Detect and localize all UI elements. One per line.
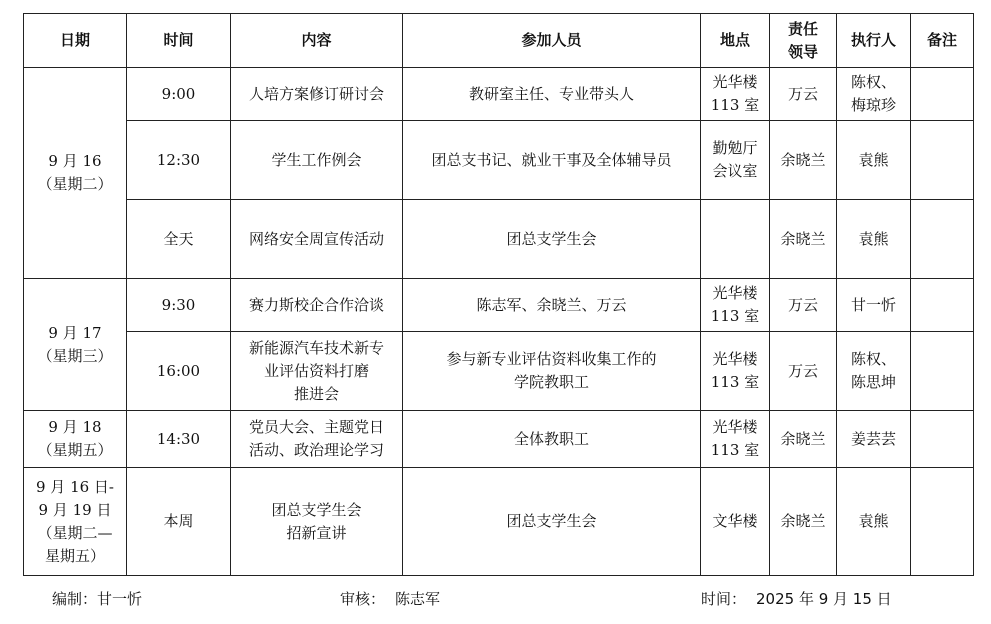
- reviewer-name: 陈志军: [395, 590, 441, 608]
- location-line: 光华楼: [712, 73, 758, 91]
- content-cell: [231, 279, 403, 332]
- remark-cell: [911, 121, 974, 200]
- location-cell: [701, 279, 770, 332]
- executor-cell: [837, 411, 911, 468]
- time-label: 时间：: [701, 590, 747, 608]
- time-cell: 本周: [127, 468, 231, 576]
- remark-cell: [911, 200, 974, 279]
- executor-line: 袁熊: [858, 229, 889, 248]
- executor-line: 袁熊: [858, 150, 889, 169]
- executor-cell: [837, 68, 911, 121]
- date-line: 星期五）: [44, 546, 105, 565]
- date-line: 9 月 16: [48, 152, 102, 170]
- date-cell: [24, 279, 127, 411]
- leader-cell: 万云: [770, 68, 837, 121]
- date-line: 9 月 16 日-: [35, 477, 114, 496]
- date-line: 9 月 18: [48, 418, 102, 436]
- participants-line: 教研室主任、专业带头人: [468, 84, 634, 103]
- participants-line: 团总支学生会: [506, 229, 597, 248]
- content-line: 赛力斯校企合作洽谈: [248, 295, 384, 314]
- header-leader: [770, 14, 837, 68]
- editor-name: 甘一忻: [97, 590, 143, 608]
- time-cell: 14:30: [127, 411, 231, 468]
- header-participants: 参加人员: [403, 14, 701, 68]
- date-line: 9 月 19 日: [38, 500, 112, 519]
- content-line: 人培方案修订研讨会: [248, 84, 384, 103]
- content-cell: [231, 332, 403, 411]
- content-cell: [231, 468, 403, 576]
- content-line: 业评估资料打磨: [263, 361, 369, 380]
- date-line: 9 月 17: [48, 323, 102, 342]
- footer-reviewer: [340, 588, 440, 609]
- participants-line: 学院教职工: [513, 373, 589, 391]
- leader-cell: 万云: [770, 332, 837, 411]
- table-row: [24, 68, 974, 121]
- location-cell: [701, 68, 770, 121]
- executor-cell: [837, 468, 911, 576]
- date-line: （星期三）: [37, 346, 113, 365]
- location-line: 113 室: [710, 96, 760, 114]
- table-row: [24, 332, 974, 411]
- date-line: （星期五）: [37, 441, 113, 459]
- content-line: 招新宣讲: [286, 523, 347, 542]
- time-cell: 12:30: [127, 121, 231, 200]
- time-cell: 9:00: [127, 68, 231, 121]
- content-cell: [231, 200, 403, 279]
- location-cell: [701, 411, 770, 468]
- date-line: （星期二—: [37, 523, 113, 542]
- participants-line: 参与新专业评估资料收集工作的: [446, 350, 657, 368]
- location-cell: [701, 200, 770, 279]
- content-line: 学生工作例会: [271, 150, 362, 169]
- participants-line: 陈志军、余晓兰、万云: [476, 295, 627, 314]
- footer: [0, 588, 991, 612]
- executor-cell: [837, 332, 911, 411]
- footer-editor: [52, 588, 142, 609]
- content-line: 网络安全周宣传活动: [248, 229, 384, 248]
- leader-cell: 万云: [770, 279, 837, 332]
- content-line: 团总支学生会: [271, 500, 362, 519]
- leader-cell: 余晓兰: [770, 121, 837, 200]
- participants-cell: [403, 68, 701, 121]
- location-line: 文华楼: [712, 512, 758, 530]
- location-cell: [701, 121, 770, 200]
- content-line: 党员大会、主题党日: [248, 418, 384, 436]
- participants-line: 团总支书记、就业干事及全体辅导员: [431, 150, 672, 169]
- table-row: [24, 468, 974, 576]
- leader-cell: 余晓兰: [770, 468, 837, 576]
- reviewer-label: 审核：: [340, 590, 386, 608]
- time-cell: 16:00: [127, 332, 231, 411]
- footer-time: [701, 588, 892, 609]
- location-line: 113 室: [710, 373, 760, 391]
- location-line: 勤勉厅: [712, 139, 758, 157]
- executor-cell: [837, 200, 911, 279]
- date-cell: [24, 468, 127, 576]
- participants-cell: [403, 200, 701, 279]
- participants-cell: [403, 468, 701, 576]
- leader-cell: 余晓兰: [770, 200, 837, 279]
- location-line: 113 室: [710, 307, 760, 325]
- time-cell: 9:30: [127, 279, 231, 332]
- executor-line: 姜芸芸: [850, 429, 896, 448]
- content-line: 推进会: [293, 384, 339, 403]
- remark-cell: [911, 411, 974, 468]
- header-leader-line: 领导: [787, 42, 818, 61]
- header-time: 时间: [127, 14, 231, 68]
- participants-cell: [403, 411, 701, 468]
- remark-cell: [911, 279, 974, 332]
- editor-label: 编制：: [52, 590, 98, 608]
- location-line: 会议室: [712, 162, 758, 180]
- executor-cell: [837, 121, 911, 200]
- participants-line: 全体教职工: [513, 429, 589, 448]
- remark-cell: [911, 468, 974, 576]
- date-cell: [24, 411, 127, 468]
- participants-line: 团总支学生会: [506, 512, 597, 530]
- participants-cell: [403, 332, 701, 411]
- leader-cell: 余晓兰: [770, 411, 837, 468]
- remark-cell: [911, 68, 974, 121]
- header-location: 地点: [701, 14, 770, 68]
- header-row: [24, 14, 974, 68]
- table-row: [24, 411, 974, 468]
- location-line: 光华楼: [712, 418, 758, 436]
- header-date: 日期: [24, 14, 127, 68]
- header-executor: 执行人: [837, 14, 911, 68]
- time-value: 2025 年 9 月 15 日: [756, 590, 892, 608]
- executor-line: 陈思坤: [850, 373, 896, 391]
- time-cell: 全天: [127, 200, 231, 279]
- header-remark: 备注: [911, 14, 974, 68]
- content-cell: [231, 411, 403, 468]
- content-line: 新能源汽车技术新专: [248, 338, 384, 357]
- date-line: （星期二）: [37, 175, 113, 193]
- content-cell: [231, 68, 403, 121]
- location-cell: [701, 468, 770, 576]
- content-cell: [231, 121, 403, 200]
- executor-line: 梅琼珍: [850, 96, 896, 114]
- location-line: 光华楼: [712, 350, 758, 368]
- header-leader-line: 责任: [787, 19, 818, 38]
- date-cell: [24, 68, 127, 279]
- table-row: [24, 279, 974, 332]
- location-line: 113 室: [710, 441, 760, 459]
- executor-cell: [837, 279, 911, 332]
- executor-line: 袁熊: [858, 512, 889, 530]
- schedule-table: [23, 13, 974, 576]
- table-row: [24, 200, 974, 279]
- location-cell: [701, 332, 770, 411]
- participants-cell: [403, 279, 701, 332]
- remark-cell: [911, 332, 974, 411]
- location-line: 光华楼: [712, 284, 758, 302]
- executor-line: 陈权、: [850, 350, 896, 368]
- executor-line: 甘一忻: [850, 295, 896, 314]
- table-row: [24, 121, 974, 200]
- header-content: 内容: [231, 14, 403, 68]
- content-line: 活动、政治理论学习: [248, 441, 384, 459]
- participants-cell: [403, 121, 701, 200]
- executor-line: 陈权、: [850, 73, 896, 91]
